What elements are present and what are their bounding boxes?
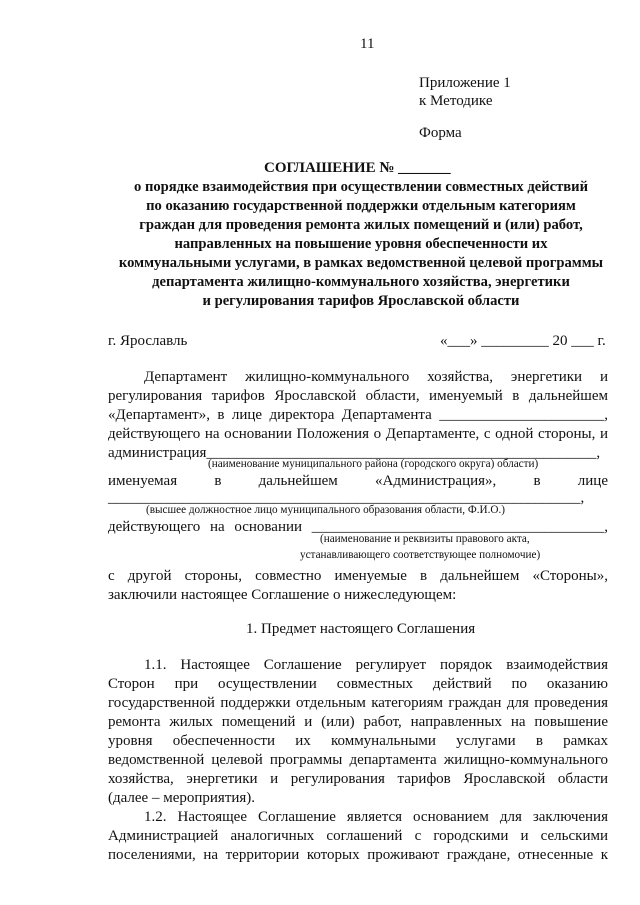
legal-act-field: действующего на основании _______________________________________, xyxy=(108,519,608,535)
paragraph-line: поселениями, на территории которых проживают граждане, отнесенные к xyxy=(108,847,608,863)
preamble-line: действующего на основании Положения о Департаменте, с одной стороны, и xyxy=(108,426,608,442)
paragraph-line: Сторон при осуществлении совместных действий по оказанию xyxy=(108,676,608,692)
date-field: «___» _________ 20 ___ г. xyxy=(440,333,606,349)
form-label: Форма xyxy=(419,125,462,141)
paragraph-line: государственной поддержки отдельным категориям граждан для проведения xyxy=(108,695,608,711)
subtitle-line: граждан для проведения ремонта жилых помещений и (или) работ, xyxy=(139,217,583,233)
agreement-title: СОГЛАШЕНИЕ № _______ xyxy=(264,160,451,176)
city: г. Ярославль xyxy=(108,333,188,349)
preamble-line: с другой стороны, совместно именуемые в дальнейшем «Стороны», xyxy=(108,568,608,584)
appendix-reference: к Методике xyxy=(419,93,493,109)
preamble-line: именуемая в дальнейшем «Администрация», в лице xyxy=(108,473,608,489)
subtitle-line: и регулирования тарифов Ярославской области xyxy=(202,293,520,309)
subtitle-line: о порядке взаимодействия при осуществлении совместных действий xyxy=(134,179,588,195)
field-hint: устанавливающего соответствующее полномочие) xyxy=(300,549,541,561)
paragraph-line: уровня обеспеченности их коммунальными услугами в рамках xyxy=(108,733,608,749)
section-title: 1. Предмет настоящего Соглашения xyxy=(246,621,476,637)
administration-field: администрация____________________________________________________, xyxy=(108,445,601,461)
subtitle-line: по оказанию государственной поддержки отдельным категориям xyxy=(146,198,576,214)
paragraph-line: 1.2. Настоящее Соглашение является основанием для заключения xyxy=(144,809,608,825)
appendix-label: Приложение 1 xyxy=(419,75,511,91)
page-number: 11 xyxy=(360,36,375,52)
field-hint: (наименование муниципального района (городского округа) области) xyxy=(208,458,539,470)
subtitle-line: направленных на повышение уровня обеспеченности их xyxy=(174,236,548,252)
preamble-line: заключили настоящее Соглашение о нижеследующем: xyxy=(108,587,457,603)
preamble-line: регулирования тарифов Ярославской области, именуемый в дальнейшем xyxy=(108,388,608,404)
subtitle-line: коммунальными услугами, в рамках ведомственной целевой программы xyxy=(118,255,604,271)
field-hint: (наименование и реквизиты правового акта, xyxy=(320,533,530,545)
preamble-line: «Департамент», в лице директора Департамента ______________________, xyxy=(108,407,608,423)
subtitle-line: департамента жилищно-коммунального хозяйства, энергетики xyxy=(152,274,570,290)
paragraph-line: ведомственной целевой программы департамента жилищно-коммунального xyxy=(108,752,608,768)
paragraph-line: Администрацией аналогичных соглашений с городскими и сельскими xyxy=(108,828,608,844)
field-hint: (высшее должностное лицо муниципального образования области, Ф.И.О.) xyxy=(146,504,505,516)
paragraph-line: хозяйства, энергетики и регулирования тарифов Ярославской области xyxy=(108,771,608,787)
paragraph-line: ремонта жилых помещений и (или) работ, направленных на повышение xyxy=(108,714,608,730)
agreement-subtitle xyxy=(96,178,626,311)
paragraph-line: 1.1. Настоящее Соглашение регулирует порядок взаимодействия xyxy=(144,657,608,673)
official-field: _______________________________________________________________, xyxy=(108,490,585,506)
preamble-line: Департамент жилищно-коммунального хозяйства, энергетики и xyxy=(144,369,608,385)
paragraph-line: (далее – мероприятия). xyxy=(108,790,256,806)
